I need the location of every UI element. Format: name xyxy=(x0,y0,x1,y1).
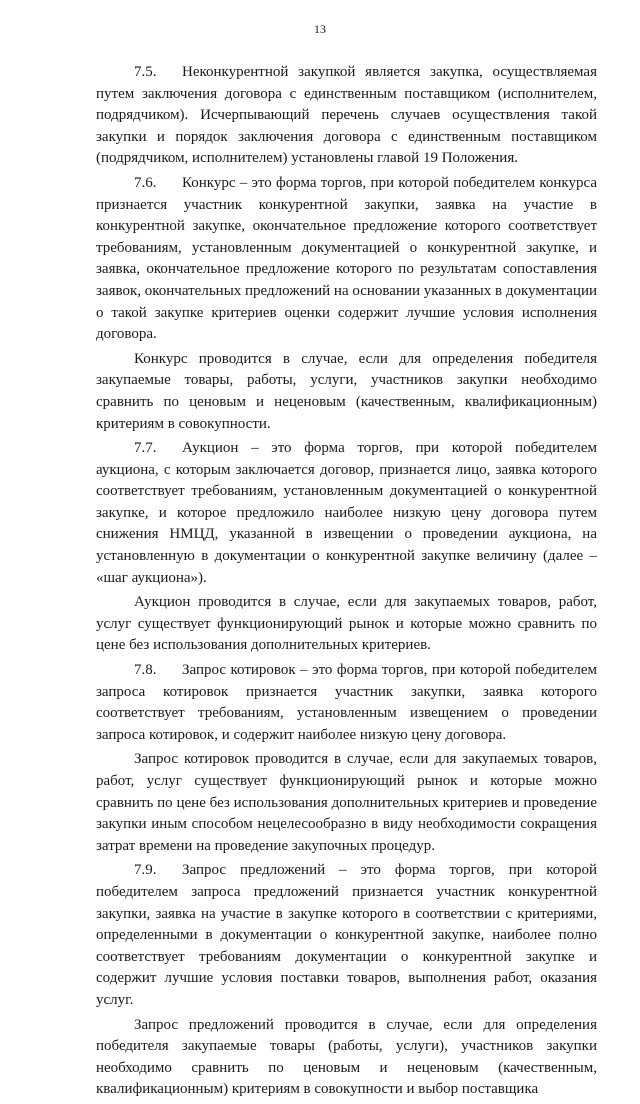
paragraph-text: Запрос предложений проводится в случае, если для определения победителя закупаемые товары (работы, услуги), участников закупки необходимо сравнить по ценовым и неценовым (качественным, квалификационным) критериям в совокупности и выбор поставщика xyxy=(96,1016,597,1098)
paragraph-text: Запрос предложений – это форма торгов, при которой победителем запроса предложений признается участник конкурентной закупки, заявка на участие в закупке которого в соответствии с критериями, определенными в документации о конкурентной закупке, наиболее полно соответствует требованиям документации о конкурентной закупке и содержит лучшие условия поставки товаров, выполнения работ, оказания услуг. xyxy=(96,862,597,1008)
paragraph-number: 7.6. xyxy=(134,174,157,191)
paragraph-proposals-usage xyxy=(96,1015,597,1101)
paragraph-text: Неконкурентной закупкой является закупка, осуществляемая путем заключения договора с единственным поставщиком (исполнителем, подрядчиком). Исчерпывающий перечень случаев осуществления такой закупки и порядок заключения договора с единственным поставщиком (подрядчиком, исполнителем) установлены главой 19 Положения. xyxy=(96,64,597,167)
paragraph-7-7 xyxy=(96,438,597,589)
paragraph-text: Конкурс – это форма торгов, при которой победителем конкурса признается участник конкурентной закупки, заявка на участие в конкурентной закупке, окончательное предложение которого соответствует требованиям, установленным документацией о конкурентной закупке, и заявка, окончательное предложение которого по результатам сопоставления заявок, окончательных предложений на основании указанных в документации о такой закупке критериев оценки содержит лучшие условия исполнения договора. xyxy=(96,174,597,343)
paragraph-auction-usage xyxy=(96,592,597,657)
paragraph-7-6 xyxy=(96,173,597,346)
paragraph-text: Запрос котировок проводится в случае, если для закупаемых товаров, работ, услуг существует функционирующий рынок и которые можно сравнить по цене без использования дополнительных критериев и проведение закупки иным способом нецелесообразно в виду необходимости сокращения затрат времени на проведение закупочных процедур. xyxy=(96,751,597,854)
paragraph-number: 7.7. xyxy=(134,440,157,457)
paragraph-text: Аукцион – это форма торгов, при которой победителем аукциона, с которым заключается договор, признается лицо, заявка которого соответствует требованиям, установленным документацией о конкурентной закупке, и которое предложило наиболее низкую цену договора путем снижения НМЦД, указанной в извещении о проведении аукциона, на установленную в документации о конкурентной закупке величину (далее – «шаг аукциона»). xyxy=(96,440,597,586)
paragraph-text: Конкурс проводится в случае, если для определения победителя закупаемые товары, работы, услуги, участников закупки необходимо сравнить по ценовым и неценовым (качественным, квалификационным) критериям в совокупности. xyxy=(96,350,597,432)
paragraph-text: Запрос котировок – это форма торгов, при которой победителем запроса котировок признается участник закупки, заявка которого соответствует требованиям, установленным извещением о проведении запроса котировок, и содержит наиболее низкую цену договора. xyxy=(96,662,597,743)
paragraph-number: 7.9. xyxy=(134,862,157,879)
paragraph-7-5 xyxy=(96,62,597,170)
paragraph-number: 7.5. xyxy=(134,64,157,80)
document-body xyxy=(96,62,597,1104)
page-number: 13 xyxy=(314,22,326,36)
paragraph-quotes-usage xyxy=(96,749,597,857)
paragraph-text: Аукцион проводится в случае, если для закупаемых товаров, работ, услуг существует функционирующий рынок и которые можно сравнить по цене без использования дополнительных критериев. xyxy=(96,594,597,654)
paragraph-konkurs-usage xyxy=(96,349,597,435)
paragraph-7-9 xyxy=(96,860,597,1011)
paragraph-number: 7.8. xyxy=(134,662,157,679)
paragraph-7-8 xyxy=(96,660,597,746)
